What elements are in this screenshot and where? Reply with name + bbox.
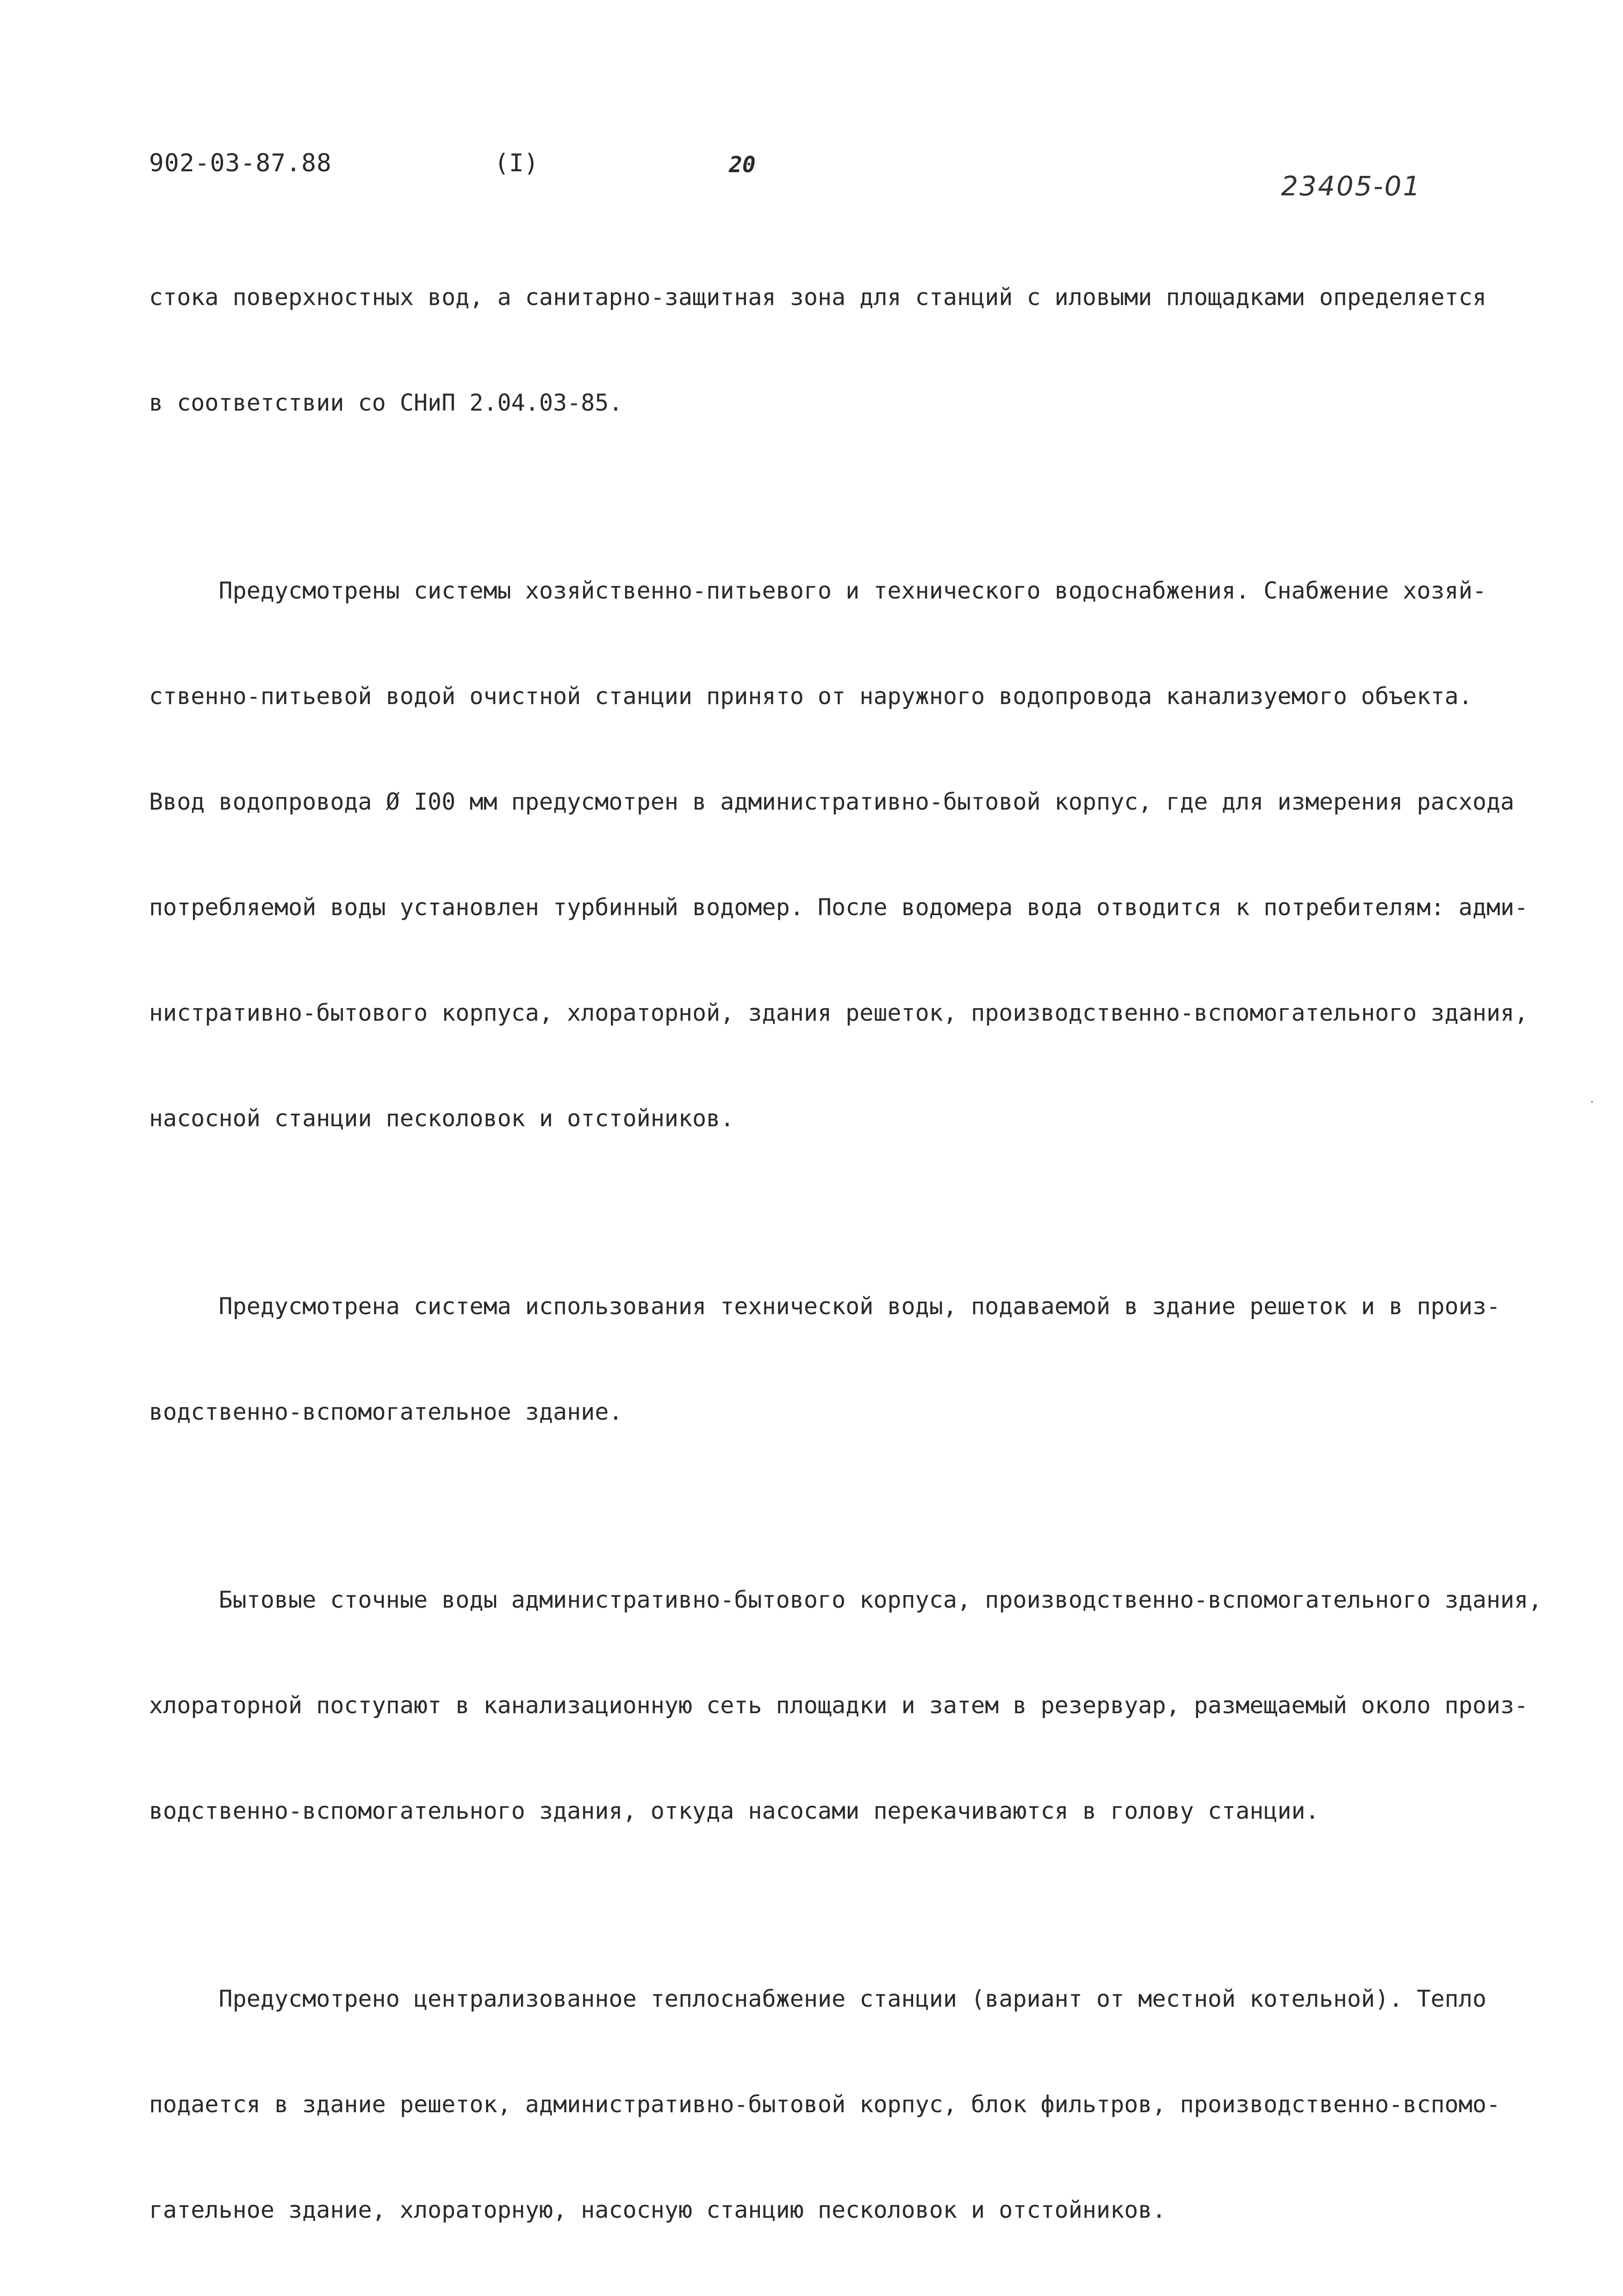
text-line: водственно-вспомогательное здание.: [149, 1398, 623, 1425]
text-line: подается в здание решеток, административно-бытовой корпус, блок фильтров, производственно-вспомо-: [149, 2091, 1500, 2118]
text-line: потребляемой воды установлен турбинный водомер. После водомера вода отводится к потребителям: адми-: [149, 894, 1529, 921]
text-line: насосной станции песколовок и отстойников.: [149, 1105, 734, 1132]
body-text: [149, 209, 1579, 2296]
paragraph-domestic-sewage: [149, 1512, 1579, 1899]
paragraph-technical-water: [149, 1218, 1579, 1500]
text-line: гательное здание, хлораторную, насосную станцию песколовок и отстойников.: [149, 2196, 1166, 2223]
text-line: Бытовые сточные воды административно-бытового корпуса, производственно-вспомогательного здания,: [149, 1586, 1542, 1613]
text-line: Предусмотрены системы хозяйственно-питьевого и технического водоснабжения. Снабжение хозяй-: [149, 577, 1486, 604]
paragraph-heat-supply: [149, 1911, 1579, 2296]
text-line: Предусмотрено централизованное теплоснабжение станции (вариант от местной котельной). Тепло: [149, 1985, 1486, 2012]
scan-speck: [1591, 1101, 1593, 1103]
text-line: водственно-вспомогательного здания, откуда насосами перекачиваются в голову станции.: [149, 1797, 1319, 1824]
document-code: 902-03-87.88: [149, 149, 332, 177]
text-line: ственно-питьевой водой очистной станции принято от наружного водопровода канализуемого объекта.: [149, 683, 1473, 710]
inventory-number: 23405-01: [1281, 170, 1422, 202]
text-line: хлораторной поступают в канализационную сеть площадки и затем в резервуар, размещаемый около произ-: [149, 1692, 1529, 1719]
paragraph-sanitary-zone: [149, 209, 1579, 491]
text-line: стока поверхностных вод, а санитарно-защитная зона для станций с иловыми площадками определяется: [149, 284, 1486, 311]
text-line: Ввод водопровода Ø I00 мм предусмотрен в административно-бытовой корпус, где для измерения расхода: [149, 788, 1515, 815]
page-header: [0, 0, 1623, 213]
paragraph-water-supply: [149, 503, 1579, 1206]
text-line: нистративно-бытового корпуса, хлораторной, здания решеток, производственно-вспомогательного здания,: [149, 999, 1529, 1026]
sheet-marker: (I): [494, 149, 539, 177]
page-number: 20: [729, 152, 756, 178]
text-line: в соответствии со СНиП 2.04.03-85.: [149, 389, 623, 416]
text-line: Предусмотрена система использования технической воды, подаваемой в здание решеток и в произ-: [149, 1293, 1500, 1320]
